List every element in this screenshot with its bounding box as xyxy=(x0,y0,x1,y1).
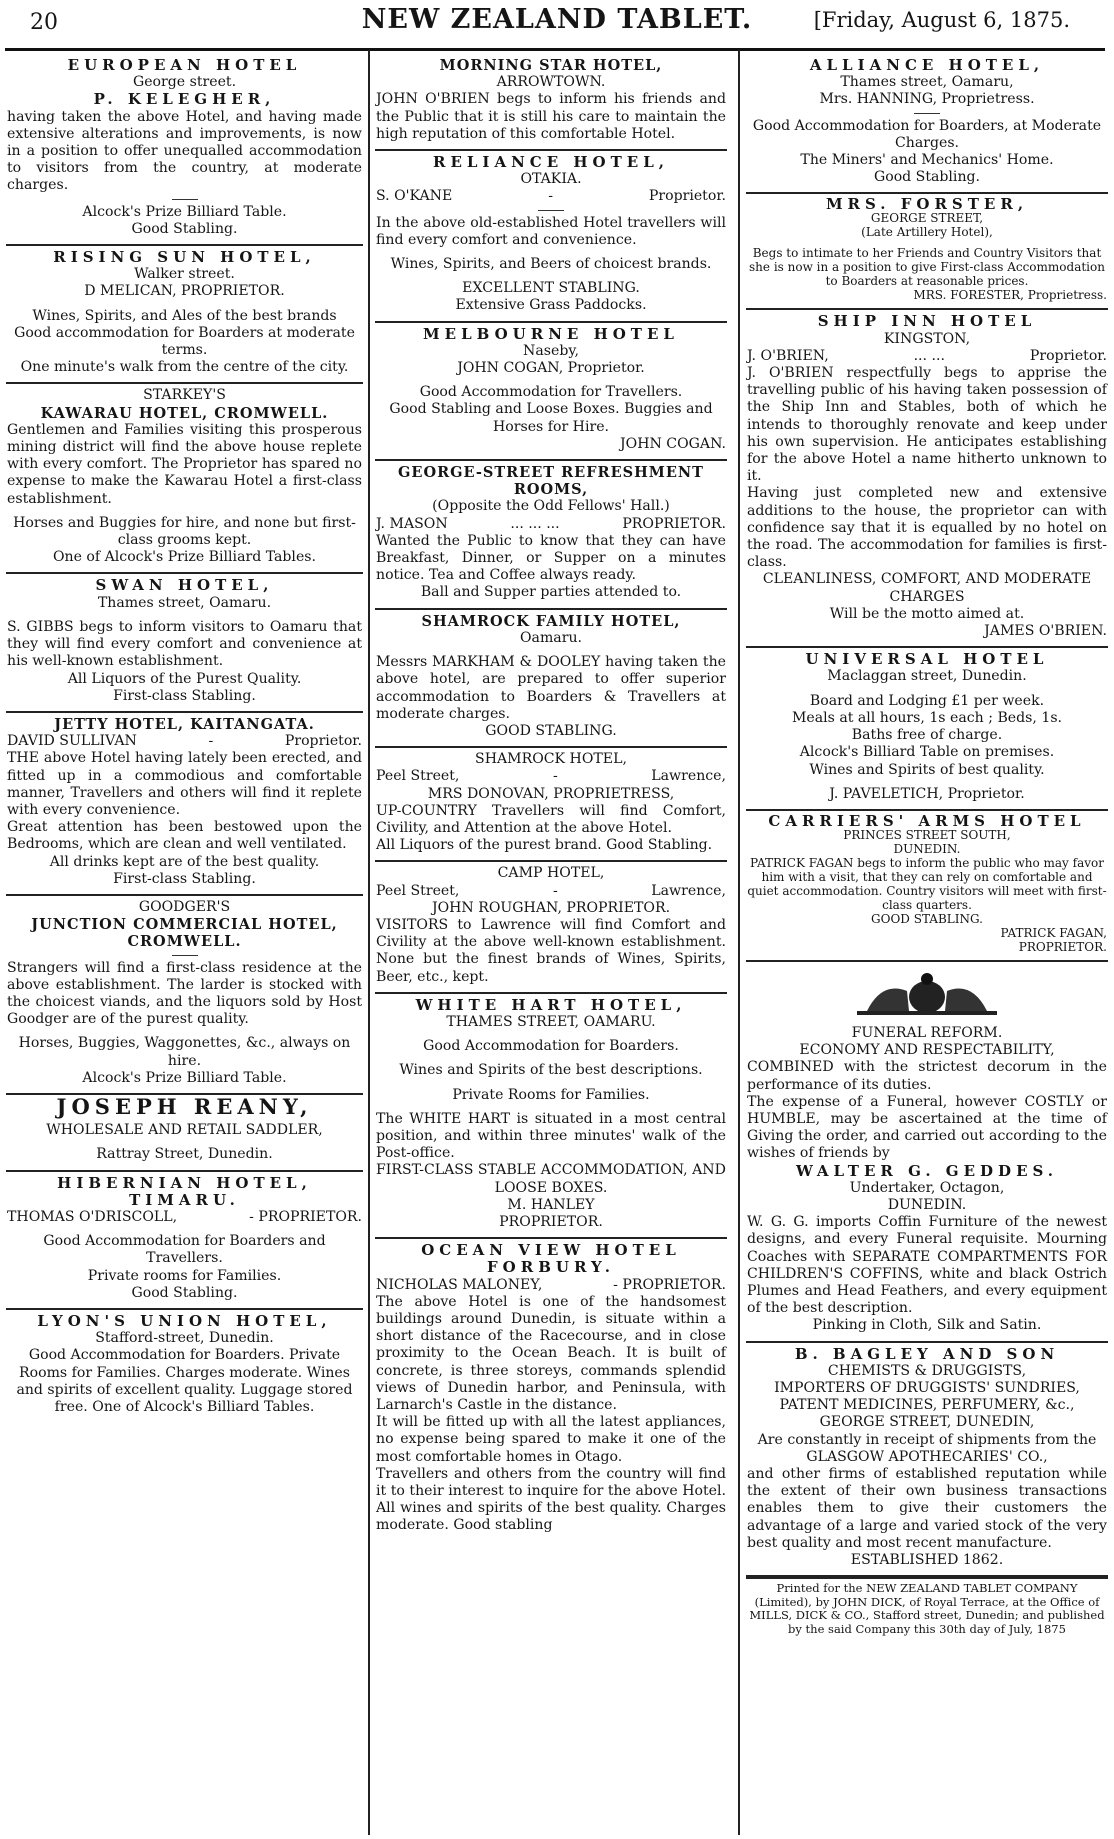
ad-body: Wanted the Public to know that they can have Breakfast, Dinner, or Supper on a minutes notice. Tea and Coffee always ready. xyxy=(376,532,726,584)
ad-address: George street. xyxy=(132,74,237,91)
column-divider xyxy=(368,50,370,1835)
ad-body: having taken the above Hotel, and having made extensive alterations and improvements, is now in a position to offer unequalled accommodation to visitors from the country, at moderate charges. xyxy=(7,108,362,194)
ad-line: CLEANLINESS, COMFORT, AND MODERATE CHARGES xyxy=(762,571,1092,605)
ad-body: THE above Hotel having lately been erected, and fitted up in a commodious and comfortable manner, Travellers and others will find it replete with every convenience. xyxy=(7,750,362,818)
ad-line: Good Stabling. xyxy=(131,1284,238,1301)
ad-rising-sun-hotel xyxy=(6,246,363,384)
ad-role: PROPRIETOR. xyxy=(622,515,726,532)
ad-body: UP-COUNTRY Travellers will find Comfort, Civility, and Attention at the above Hotel. xyxy=(376,802,726,836)
ad-bagley-and-son xyxy=(746,1343,1108,1578)
ad-line: All Liquors of the purest brand. Good Stabling. xyxy=(376,837,713,854)
ad-address: Naseby, xyxy=(523,342,579,359)
ad-address: OTAKIA. xyxy=(520,171,582,188)
ad-proprietor: D MELICAN, PROPRIETOR. xyxy=(84,283,285,300)
ad-line: Meals at all hours, 1s each ; Beds, 1s. xyxy=(791,709,1063,726)
ad-title: ALLIANCE HOTEL, xyxy=(809,56,1045,74)
ad-line: First-class Stabling. xyxy=(113,687,256,704)
separator: - xyxy=(552,768,558,785)
ad-street: Peel Street, xyxy=(376,768,460,785)
ad-title: UNIVERSAL HOTEL xyxy=(805,650,1049,669)
ad-body: Having just completed new and extensive additions to the house, the proprietor can with confidence say that it is equalled by no hotel on the road. The accommodation for families is first-class. xyxy=(747,485,1107,571)
ad-pretitle: GOODGER'S xyxy=(138,898,231,915)
ad-line: In the above old-established Hotel travellers will find every comfort and convenience. xyxy=(376,214,726,248)
ad-title: RISING SUN HOTEL, xyxy=(53,248,316,267)
divider xyxy=(538,210,564,211)
ad-title: SHIP INN HOTEL xyxy=(817,312,1037,331)
ad-line: Wines and Spirits of the best descriptions. xyxy=(399,1062,703,1079)
ad-kawarau-hotel xyxy=(6,384,363,574)
ad-line: IMPORTERS OF DRUGGISTS' SUNDRIES, PATENT MEDICINES, PERFUMERY, &c., xyxy=(774,1379,1080,1414)
ad-signature: JAMES O'BRIEN. xyxy=(984,623,1107,640)
ad-line: Horses, Buggies, Waggonettes, &c., always on hire. xyxy=(18,1035,351,1069)
ad-line: Alcock's Billiard Table on premises. xyxy=(799,744,1055,761)
ad-line: CHEMISTS & DRUGGISTS, xyxy=(827,1362,1027,1379)
ad-body: JOHN O'BRIEN begs to inform his friends and the Public that it is still his care to maintain the high reputation of this comfortable Hotel. xyxy=(376,91,726,142)
ad-proprietor-row xyxy=(376,1277,726,1294)
ad-funeral-reform xyxy=(746,962,1108,1343)
ad-title: SHAMROCK HOTEL, xyxy=(475,751,627,768)
ad-junction-hotel xyxy=(6,896,363,1095)
imprint xyxy=(746,1577,1108,1642)
ad-signature: M. HANLEY xyxy=(507,1196,595,1213)
separator: - xyxy=(208,733,214,750)
separator: - xyxy=(548,188,553,205)
ad-body: Gentlemen and Families visiting this prosperous mining district will find the above house replete with every comfort. The Proprietor has spared no expense to make the Kawarau Hotel a first-class establishment. xyxy=(7,421,362,507)
ad-ocean-view-hotel xyxy=(375,1239,727,1540)
ad-body: Great attention has been bestowed upon the Bedrooms, which are clean and well ventilated. xyxy=(7,819,362,853)
ad-address: KINGSTON, xyxy=(883,330,971,347)
ad-shamrock-family-hotel xyxy=(375,610,727,748)
ad-line: Private rooms for Families. xyxy=(87,1267,282,1284)
ad-address: Thames street, Oamaru. xyxy=(97,594,272,611)
ad-lyons-union-hotel xyxy=(6,1310,363,1422)
ad-line: Private Rooms for Families. xyxy=(452,1086,650,1103)
ad-address: Thames street, Oamaru, xyxy=(840,74,1014,91)
ad-line: Wines, Spirits, and Beers of choicest brands. xyxy=(390,256,712,273)
ad-proprietor: Mrs. HANNING, Proprietress. xyxy=(819,91,1035,108)
ad-reliance-hotel xyxy=(375,151,727,323)
page-number: 20 xyxy=(30,10,58,35)
masthead: NEW ZEALAND TABLET. xyxy=(361,4,753,35)
ad-proprietor-row xyxy=(7,1209,362,1226)
ad-body: Begs to intimate to her Friends and Country Visitors that she is now in a position to give First-class Accommodation to Boarders at reasonable prices. xyxy=(749,246,1105,289)
ad-body: COMBINED with the strictest decorum in the performance of its duties. xyxy=(747,1059,1107,1093)
ad-subtitle: (Opposite the Odd Fellows' Hall.) xyxy=(432,498,670,515)
ad-title: SWAN HOTEL, xyxy=(95,576,274,595)
ad-address: THAMES STREET, OAMARU. xyxy=(446,1013,656,1030)
ad-body: PATRICK FAGAN begs to inform the public who may favor him with a visit, that they can rely on comfortable and quiet accommodation. Country visitors will meet with first-class quarters. xyxy=(747,855,1107,912)
column-divider xyxy=(738,50,740,1835)
ad-body: S. GIBBS begs to inform visitors to Oamaru that they will find every comfort and convenience at his well-known establishment. xyxy=(7,618,362,670)
ad-subtitle: (Late Artillery Hotel), xyxy=(861,225,993,240)
ad-role: Proprietor. xyxy=(284,733,362,750)
ad-proprietor: WALTER G. GEDDES. xyxy=(795,1161,1059,1180)
ad-european-hotel xyxy=(6,54,363,246)
ad-line: Wines and Spirits of best quality. xyxy=(809,761,1045,778)
header-rule xyxy=(5,48,1105,51)
ad-address: Oamaru. xyxy=(519,629,583,646)
ad-title: MORNING STAR HOTEL, xyxy=(439,57,663,74)
ad-line: Alcock's Prize Billiard Table. xyxy=(82,1069,287,1086)
ad-signature: JOHN COGAN. xyxy=(620,435,726,452)
ad-role: Undertaker, Octagon, xyxy=(849,1179,1005,1196)
ad-owner: NICHOLAS MALONEY, xyxy=(376,1276,543,1293)
ad-line: The Miners' and Mechanics' Home. xyxy=(800,152,1054,169)
ad-owner: DAVID SULLIVAN xyxy=(7,733,137,750)
page-header xyxy=(0,0,1114,42)
ad-title: KAWARAU HOTEL, CROMWELL. xyxy=(40,404,329,422)
ad-white-hart-hotel xyxy=(375,994,727,1239)
ad-established: ESTABLISHED 1862. xyxy=(850,1552,1004,1568)
ad-signature: MRS. FORESTER, Proprietress. xyxy=(913,288,1107,303)
ad-line: ECONOMY AND RESPECTABILITY, xyxy=(799,1042,1055,1059)
ad-george-street-rooms xyxy=(375,461,727,610)
ad-street: Peel Street, xyxy=(376,882,460,899)
ad-line: GOOD STABLING. xyxy=(485,722,617,739)
divider xyxy=(914,113,940,114)
ad-title: GEORGE-STREET REFRESHMENT ROOMS, xyxy=(398,464,704,499)
ad-title: CARRIERS' ARMS HOTEL xyxy=(768,811,1086,830)
ad-line: Good accommodation for Boarders at moderate terms. xyxy=(14,324,355,359)
ad-line: Good Accommodation for Boarders. xyxy=(423,1038,679,1055)
ad-morning-star-hotel xyxy=(375,54,727,151)
column-3 xyxy=(746,54,1108,1834)
ad-line: All Liquors of the Purest Quality. xyxy=(67,670,302,687)
ad-carriers-arms-hotel xyxy=(746,811,1108,962)
ad-line: Alcock's Prize Billiard Table. xyxy=(82,203,287,220)
ad-body: The above Hotel is one of the handsomest buildings around Dunedin, is situate within a short distance of the Racecourse, and in close proximity to the Ocean Beach. It is built of concrete, is three storeys, commands splendid views of Dunedin harbor, and Peninsula, with Larnarch's Castle in the distance. xyxy=(376,1293,726,1414)
ad-town: DUNEDIN. xyxy=(893,841,961,856)
ad-owner: THOMAS O'DRISCOLL, xyxy=(7,1208,178,1225)
ad-line: FIRST-CLASS STABLE ACCOMMODATION, AND LOOSE BOXES. xyxy=(376,1162,726,1196)
ad-address: Maclaggan street, Dunedin. xyxy=(827,668,1027,685)
ad-line: Will be the motto aimed at. xyxy=(829,605,1025,622)
ad-title: EUROPEAN HOTEL xyxy=(67,56,302,74)
ad-address-row xyxy=(376,883,726,900)
ad-line: Baths free of charge. xyxy=(851,727,1003,744)
ad-title: HIBERNIAN HOTEL, TIMARU. xyxy=(57,1173,312,1209)
ad-line: One minute's walk from the centre of the city. xyxy=(20,359,349,376)
ad-title: WHITE HART HOTEL, xyxy=(415,995,687,1014)
ad-universal-hotel xyxy=(746,648,1108,811)
ad-body: Messrs MARKHAM & DOOLEY having taken the above hotel, are prepared to offer superior accommodation to Boarders & Travellers at moderate charges. xyxy=(376,654,726,722)
ad-line: Good Accommodation for Boarders and Travellers. xyxy=(43,1233,326,1267)
ad-line: Board and Lodging £1 per week. xyxy=(809,692,1045,709)
ad-line: Ball and Supper parties attended to. xyxy=(420,584,682,601)
ad-melbourne-hotel xyxy=(375,323,727,461)
ad-body: The WHITE HART is situated in a most central position, and within three minutes' walk of the Post-office. xyxy=(376,1110,726,1162)
ad-signature: PATRICK FAGAN, xyxy=(1000,925,1107,940)
ad-address: Rattray Street, Dunedin. xyxy=(96,1146,273,1163)
royal-coat-of-arms-icon xyxy=(827,971,1027,1019)
ad-address: Stafford-street, Dunedin. xyxy=(95,1330,274,1347)
ad-title: SHAMROCK FAMILY HOTEL, xyxy=(421,612,681,630)
ad-proprietor-row xyxy=(7,733,362,750)
ad-proprietor: MRS DONOVAN, PROPRIETRESS, xyxy=(427,785,675,802)
ad-line: Good Stabling and Loose Boxes. Buggies and Horses for Hire. xyxy=(389,401,713,435)
ad-joseph-reany xyxy=(6,1095,363,1172)
ad-address: PRINCES STREET SOUTH, xyxy=(843,827,1011,842)
ad-role: - PROPRIETOR. xyxy=(613,1276,726,1293)
ad-role: Proprietor. xyxy=(1029,347,1107,364)
ad-proprietor: JOHN COGAN, Proprietor. xyxy=(457,360,645,377)
ad-body: Good Accommodation for Boarders. Private Rooms for Families. Charges moderate. Wines and spirits of excellent quality. Luggage stored free. One of Alcock's Billiard Tables. xyxy=(16,1347,353,1416)
ad-shamrock-hotel xyxy=(375,748,727,862)
ad-body: Strangers will find a first-class residence at the above establishment. The larder is stocked with the choicest viands, and the liquors sold by Host Goodger are of the purest quality. xyxy=(7,959,362,1028)
ad-title: LYON'S UNION HOTEL, xyxy=(37,1312,332,1330)
ad-owner: P. KELEGHER, xyxy=(93,90,276,109)
ad-title: CAMP HOTEL, xyxy=(497,865,605,882)
ad-line: Good Accommodation for Boarders, at Moderate Charges. xyxy=(752,117,1102,151)
ad-title: RELIANCE HOTEL, xyxy=(432,153,669,172)
separator: ... ... xyxy=(913,347,945,364)
dateline: [Friday, August 6, 1875. xyxy=(813,8,1070,32)
ad-line: First-class Stabling. xyxy=(113,870,256,887)
ad-owner: J. O'BRIEN, xyxy=(747,347,829,364)
ad-hibernian-hotel xyxy=(6,1172,363,1310)
ad-line: One of Alcock's Prize Billiard Tables. xyxy=(52,549,316,566)
ad-proprietor-row xyxy=(376,516,726,533)
ad-proprietor-row xyxy=(747,348,1107,365)
ad-body: VISITORS to Lawrence will find Comfort and Civility at the above well-known establishment. None but the finest brands of Wines, Spirits, Beer, etc., kept. xyxy=(376,916,726,985)
ad-line: EXCELLENT STABLING. xyxy=(462,280,640,297)
ad-address: Walker street. xyxy=(134,266,235,283)
ad-address: GEORGE STREET, xyxy=(870,211,984,226)
ad-body: It will be fitted up with all the latest appliances, no expense being spared to make it one of the most comfortable homes in Otago. xyxy=(376,1414,726,1465)
ad-line: Wines, Spirits, and Ales of the best brands xyxy=(32,307,337,324)
ad-role: PROPRIETOR. xyxy=(1018,939,1107,954)
ad-line: GOOD STABLING. xyxy=(871,911,983,926)
ad-camp-hotel xyxy=(375,862,727,993)
ad-title: JETTY HOTEL, KAITANGATA. xyxy=(54,715,315,733)
ad-line: All drinks kept are of the best quality. xyxy=(49,853,320,870)
ad-town: DUNEDIN. xyxy=(887,1196,967,1213)
ad-pretitle: STARKEY'S xyxy=(143,387,226,404)
separator: - xyxy=(552,882,558,899)
ad-mrs-forster xyxy=(746,194,1108,310)
column-2 xyxy=(375,54,727,1834)
ad-address: GEORGE STREET, DUNEDIN, xyxy=(819,1414,1035,1431)
ad-role: - PROPRIETOR. xyxy=(249,1208,362,1225)
ad-body: W. G. G. imports Coffin Furniture of the newest designs, and every Funeral requisite. Mourning Coaches with SEPARATE COMPARTMENTS FOR CHILDREN'S COFFINS, white and black Ostrich Plumes and Head Feathers, and every equipment of the best description. xyxy=(747,1214,1107,1317)
ad-town: Lawrence, xyxy=(651,768,726,785)
ad-line: Good Accommodation for Travellers. xyxy=(419,384,683,401)
ad-title: JOSEPH REANY, xyxy=(56,1093,313,1119)
ad-ship-inn-hotel xyxy=(746,310,1108,648)
ad-line: Pinking in Cloth, Silk and Satin. xyxy=(812,1317,1042,1334)
ad-line: Extensive Grass Paddocks. xyxy=(455,297,647,314)
ad-body: The expense of a Funeral, however COSTLY or HUMBLE, may be ascertained at the time of Giving the order, and carried out according to the wishes of friends by xyxy=(747,1093,1107,1162)
ad-swan-hotel xyxy=(6,574,363,712)
separator: ... ... ... xyxy=(510,515,560,532)
ad-role: PROPRIETOR. xyxy=(499,1213,603,1230)
ad-title: OCEAN VIEW HOTEL FORBURY. xyxy=(421,1241,681,1277)
ad-title: MRS. FORSTER, xyxy=(825,195,1029,214)
ad-proprietor: JOHN ROUGHAN, PROPRIETOR. xyxy=(431,899,671,916)
ad-title: JUNCTION COMMERCIAL HOTEL, CROMWELL. xyxy=(31,916,338,951)
ad-line: WHOLESALE AND RETAIL SADDLER, xyxy=(46,1122,323,1139)
ad-line: GLASGOW APOTHECARIES' CO., xyxy=(806,1448,1048,1465)
ad-body: Are constantly in receipt of shipments from the xyxy=(757,1431,1097,1448)
imprint-text: Printed for the NEW ZEALAND TABLET COMPANY (Limited), by JOHN DICK, of Royal Terrace, at the Office of MILLS, DICK & CO., Stafford street, Dunedin; and published by the said Company this 30th day of July, 1875 xyxy=(749,1581,1105,1636)
divider xyxy=(172,955,198,956)
ad-alliance-hotel xyxy=(746,54,1108,194)
divider xyxy=(172,199,198,200)
ad-address: ARROWTOWN. xyxy=(496,74,606,91)
ad-role: Proprietor. xyxy=(648,188,726,205)
ad-owner: S. O'KANE xyxy=(376,188,453,205)
ad-town: Lawrence, xyxy=(651,882,726,899)
ad-title: FUNERAL REFORM. xyxy=(851,1024,1003,1041)
ad-proprietor-row xyxy=(376,188,726,205)
ad-address-row xyxy=(376,768,726,785)
ad-signature: J. PAVELETICH, Proprietor. xyxy=(829,785,1025,802)
ad-owner: J. MASON xyxy=(376,515,448,532)
ad-title: B. BAGLEY AND SON xyxy=(794,1344,1060,1363)
ad-body: and other firms of established reputation while the extent of their own business transactions enables them to give their customers the advantage of a large and varied stock of the very best quality and most recent manufacture. xyxy=(747,1465,1107,1551)
ad-line: Horses and Buggies for hire, and none but first-class grooms kept. xyxy=(13,514,356,549)
ad-body: Travellers and others from the country will find it to their interest to inquire for the above Hotel. All wines and spirits of the best quality. Charges moderate. Good stabling xyxy=(376,1465,726,1534)
ad-body: J. O'BRIEN respectfully begs to apprise the travelling public of his having taken possession of the Ship Inn and Stables, both of which he intends to thoroughly renovate and keep under his own supervision. He anticipates establishing for the above Hotel a name hitherto unknown to it. xyxy=(747,365,1107,485)
ad-line: Good Stabling. xyxy=(873,169,981,186)
ad-line: Good Stabling. xyxy=(131,220,238,237)
ad-jetty-hotel xyxy=(6,713,363,896)
ad-title: MELBOURNE HOTEL xyxy=(423,324,679,343)
column-1 xyxy=(6,54,363,1834)
